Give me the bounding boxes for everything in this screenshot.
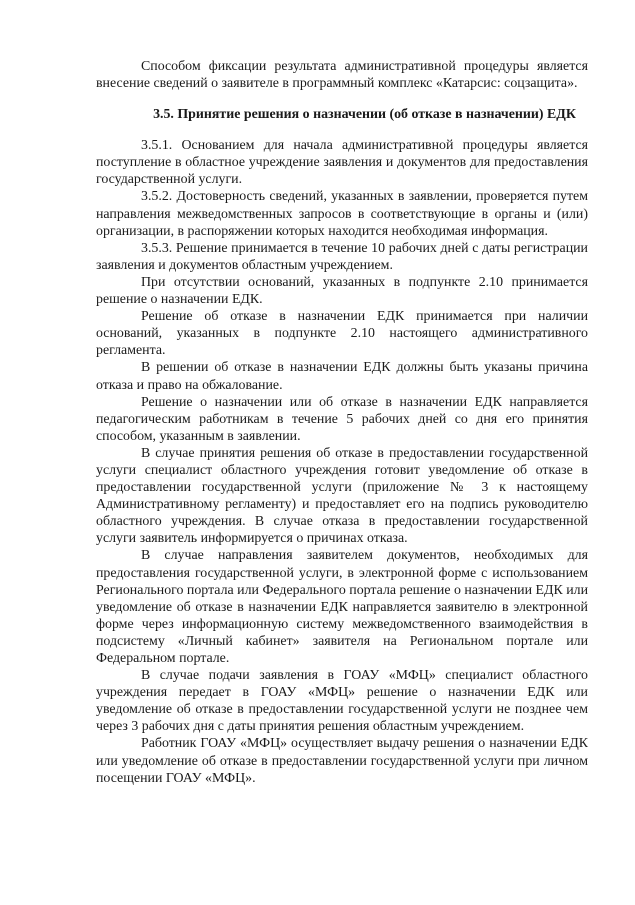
paragraph-decision-sent: Решение о назначении или об отказе в назначении ЕДК направляется педагогическим работникам в течение 5 рабочих дней со дня его принятия способом, указанным в заявлении. xyxy=(96,394,588,444)
paragraph-refusal-reason: В решении об отказе в назначении ЕДК должны быть указаны причина отказа и право на обжалование. xyxy=(96,360,588,393)
paragraph-3-5-1: 3.5.1. Основанием для начала административной процедуры является поступление в областное учреждение заявления и документов для предоставления государственной услуги. xyxy=(96,138,588,188)
paragraph-3-5-2: 3.5.2. Достоверность сведений, указанных в заявлении, проверяется путем направления межведомственных запросов в соответствующие в органы и (или) организации, в распоряжении которых находится необходимая информация. xyxy=(96,189,588,239)
paragraph-refusal-decision: Решение об отказе в назначении ЕДК принимается при наличии оснований, указанных в подпункте 2.10 настоящего административного регламента. xyxy=(96,309,588,359)
paragraph-mfc-issuance: Работник ГОАУ «МФЦ» осуществляет выдачу решения о назначении ЕДК или уведомление об отказе в предоставлении государственной услуги при личном посещении ГОАУ «МФЦ». xyxy=(96,736,588,786)
paragraph-mfc-transfer: В случае подачи заявления в ГОАУ «МФЦ» специалист областного учреждения передает в ГОАУ «МФЦ» решение о назначении ЕДК или уведомление об отказе в предоставлении государственной услуги не позднее чем через 3 рабочих дня с даты принятия решения областным учреждением. xyxy=(96,668,588,735)
paragraph-electronic-form: В случае направления заявителем документов, необходимых для предоставления государственной услуги, в электронной форме с использованием Регионального портала или Федерального портала решение о назначении ЕДК или уведомление об отказе в назначении ЕДК направляется заявителю в электронной форме через информационную систему межведомственного взаимодействия в подсистему «Личный кабинет» заявителя на Региональном портале или Федеральном портале. xyxy=(96,548,588,666)
intro-paragraph: Способом фиксации результата административной процедуры является внесение сведений о заявителе в программный комплекс «Катарсис: соцзащита». xyxy=(96,59,588,92)
document-page xyxy=(96,58,588,787)
section-heading: 3.5. Принятие решения о назначении (об отказе в назначении) ЕДК xyxy=(153,107,576,123)
paragraph-3-5-3: 3.5.3. Решение принимается в течение 10 рабочих дней с даты регистрации заявления и документов областным учреждением. xyxy=(96,240,588,273)
paragraph-refusal-notice: В случае принятия решения об отказе в предоставлении государственной услуги специалист областного учреждения готовит уведомление об отказе в предоставлении государственной услуги (приложение № 3 к настоящему Административному регламенту) и предоставляет его на подпись руководителю областного учреждения. В случае отказа в предоставлении государственной услуги заявитель информируется о причинах отказа. xyxy=(96,445,588,547)
paragraph-no-grounds: При отсутствии оснований, указанных в подпункте 2.10 принимается решение о назначении ЕДК. xyxy=(96,274,588,308)
